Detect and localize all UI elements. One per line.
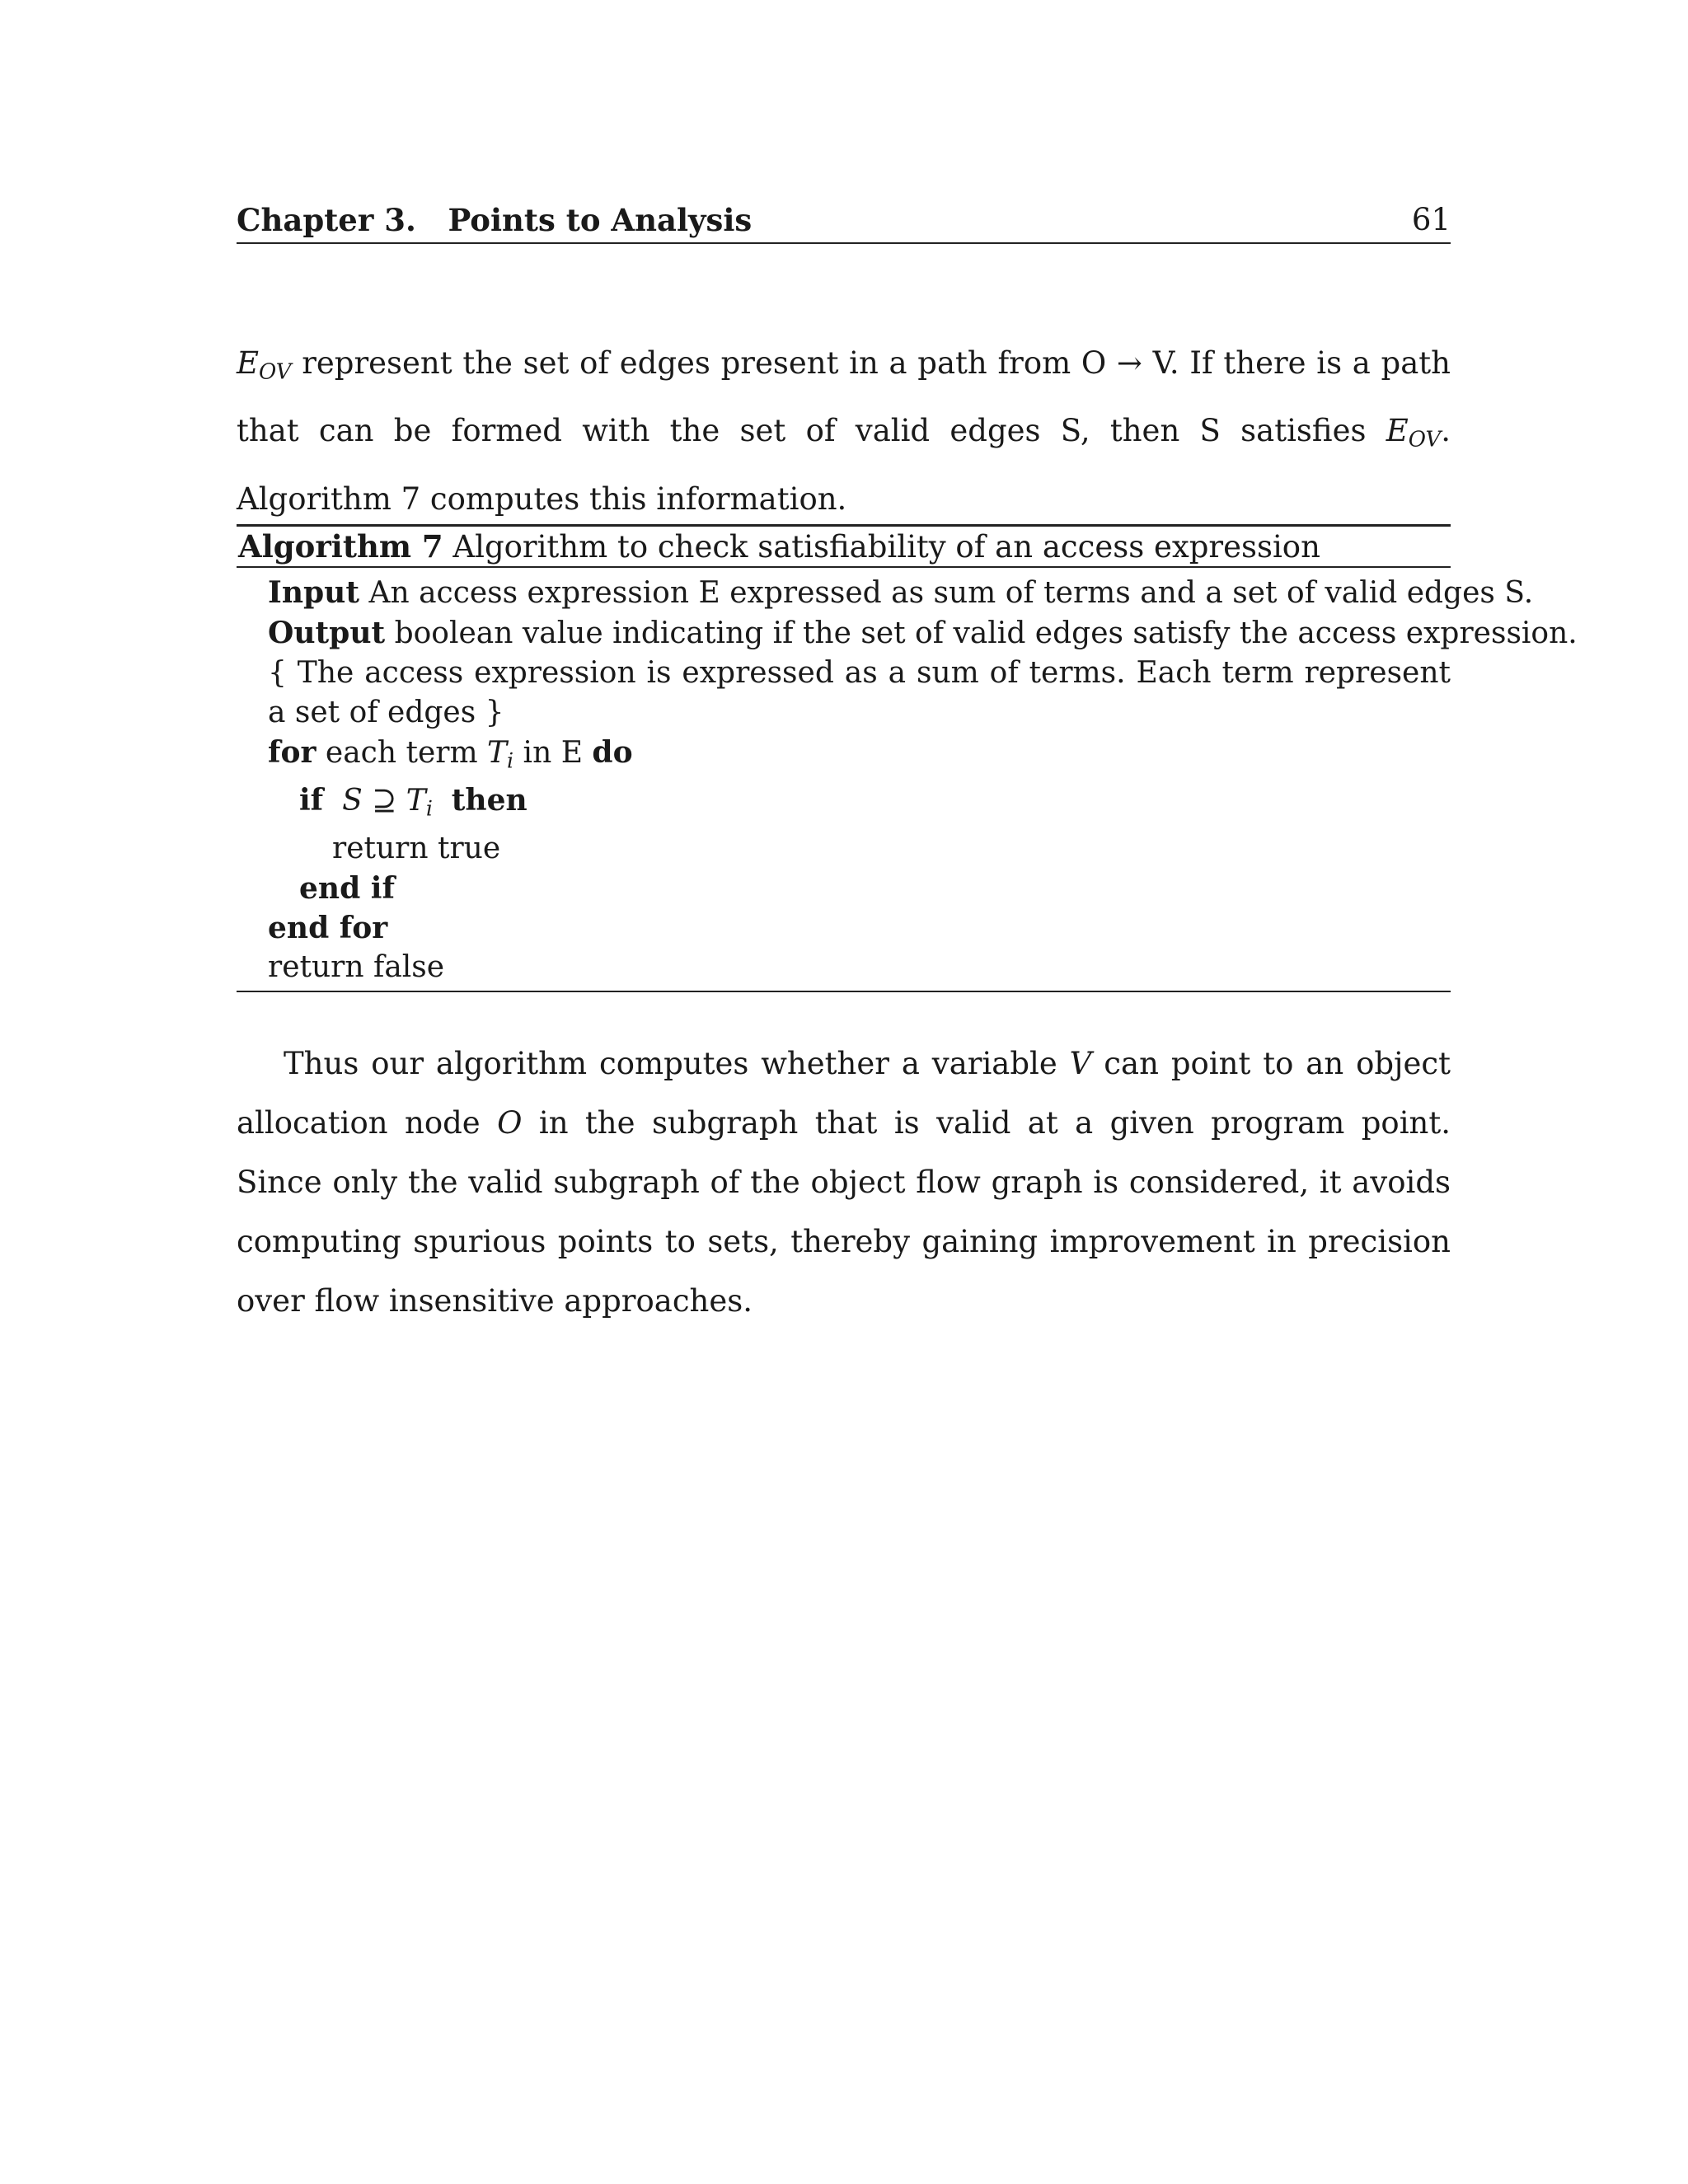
input-text: An access expression E expressed as sum of terms and a set of valid edges S. <box>359 576 1534 610</box>
if-cond-subscript: i <box>425 796 433 821</box>
output-keyword: Output <box>268 616 386 650</box>
conclusion-text-2: can point to an object allocation node <box>237 1046 1451 1141</box>
algorithm-end-for: end for <box>268 910 388 945</box>
chapter-title: Chapter 3. Points to Analysis <box>237 202 753 238</box>
for-keyword: for <box>268 735 316 770</box>
page-number: 61 <box>1411 202 1451 237</box>
if-cond-s: S <box>342 784 363 818</box>
page-header <box>237 198 1451 244</box>
algorithm-body <box>237 568 1578 987</box>
intro-text-2: . Algorithm 7 computes this information. <box>237 413 1451 517</box>
algorithm-caption-text: Algorithm to check satisfiability of an access expression <box>443 529 1320 565</box>
algorithm-bottom-rule <box>237 991 1451 992</box>
if-cond-t: T <box>406 784 426 818</box>
algorithm-end-if: end if <box>299 870 395 906</box>
input-keyword: Input <box>268 575 359 610</box>
for-text-b: in E <box>513 736 593 770</box>
math-e-subscript: OV <box>259 359 292 385</box>
math-e-2: E <box>1386 413 1409 449</box>
output-text: boolean value indicating if the set of valid edges satisfy the access expression. <box>385 616 1578 650</box>
then-keyword: then <box>451 783 528 818</box>
math-v: V <box>1069 1046 1092 1081</box>
algorithm-comment: { The access expression is expressed as a sum of terms. Each term represent a set of edges } <box>268 656 1451 729</box>
for-var: T <box>487 736 508 770</box>
math-e: E <box>237 345 260 381</box>
for-text-a: each term <box>316 736 488 770</box>
algorithm-return-true: return true <box>332 831 501 865</box>
do-keyword: do <box>592 735 633 770</box>
algorithm-block <box>237 524 1578 992</box>
for-var-subscript: i <box>507 748 514 773</box>
algorithm-input-line <box>268 573 1534 613</box>
conclusion-text-3: in the subgraph that is valid at a given program point. Since only the valid subgraph of the object flow graph is considered, it avoids computing spurious points to sets, thereby gaining improvement in precision over flow insensitive approaches. <box>237 1105 1451 1319</box>
conclusion-paragraph <box>237 1034 1451 1331</box>
math-o: O <box>497 1105 523 1141</box>
algorithm-if-line <box>268 780 1451 828</box>
intro-paragraph <box>237 334 1451 529</box>
if-keyword: if <box>299 783 324 818</box>
algorithm-caption-label: Algorithm 7 <box>238 528 443 565</box>
algorithm-output-line <box>268 613 1578 654</box>
conclusion-text-1: Thus our algorithm computes whether a variable <box>284 1046 1070 1081</box>
algorithm-return-false: return false <box>268 949 445 984</box>
algorithm-caption <box>237 527 1451 566</box>
math-e-subscript-2: OV <box>1408 427 1442 452</box>
algorithm-for-line <box>268 733 1451 780</box>
intro-text-1: represent the set of edges present in a path from O → V. If there is a path that can be formed with the set of valid edges S, then S satisfies <box>237 345 1451 449</box>
if-cond-operator: ⊇ <box>362 784 406 818</box>
